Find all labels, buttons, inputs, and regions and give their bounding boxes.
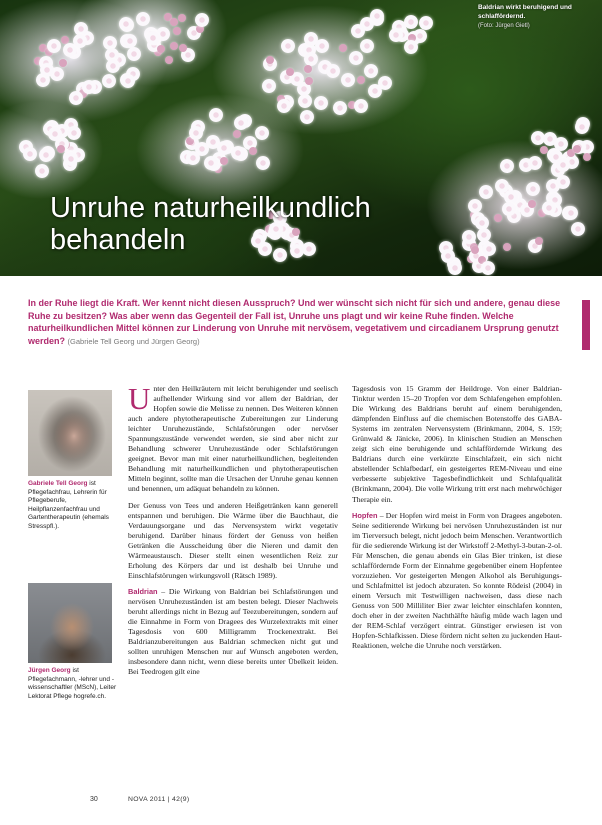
flower-blossom: [39, 148, 53, 162]
flower-blossom: [389, 28, 403, 42]
flower-blossom: [217, 141, 231, 155]
flower-blossom: [23, 147, 37, 161]
flower-blossom: [528, 156, 542, 170]
author-name: Gabriele Tell Georg: [28, 480, 88, 487]
flower-blossom: [482, 242, 496, 256]
flower-blossom: [404, 40, 418, 54]
flower-blossom: [360, 39, 374, 53]
lead-author-names: Gabriele Tell Georg und Jürgen Georg: [70, 336, 198, 346]
flower-blossom: [314, 96, 328, 110]
flower-bud: [178, 14, 186, 22]
flower-blossom: [189, 126, 203, 140]
body-paragraph: Tagesdosis von 15 Gramm der Heildroge. Von einer Baldrian-Tinktur werden 15–20 Tropfen vor dem Schlafengehen empfohlen. Die Wirkung des Baldrians beruht auf einem beruhigenden, dämpfenden Einfluss auf die chemischen Botenstoffe des GABA-Systems im zentralen Nervensystem (Brinkmann, 2004, S. 159; Grünwald & Jänicke, 2006). In klinischen Studien an Menschen zeigt sich eine beruhigende und schlaffördernde Wirkung des Baldrians durch eine verkürzte Einschlafzeit, ein sich nicht abstellender Schlafbedarf, ein gesteigertes REM-Niveau und eine verbesserte subjektive Tagesbefindlichkeit und Schlafqualität (Brinkmann, 2004). Die volle Wirkung tritt erst nach mehrwöchiger Therapie ein.: [352, 384, 562, 504]
author-bio-gabriele: [28, 480, 118, 532]
lead-author: (Gabriele Tell Georg und Jürgen Georg): [67, 336, 200, 346]
flower-blossom: [526, 182, 540, 196]
article-title: [50, 192, 371, 256]
flower-blossom: [349, 51, 363, 65]
flower-blossom: [146, 31, 160, 45]
flower-blossom: [106, 59, 120, 73]
flower-blossom: [73, 34, 87, 48]
flower-bud: [57, 145, 65, 153]
body-text: nter den Heilkräutern mit leicht beruhigender und seelisch aufhellender Wirkung sind vor allem der Baldrian, der Hopfen sowie die Melisse zu nennen. Des Weiteren können auch andere phytotherapeutische Zubereitungen zur Linderung leichter Unruhezustände, Schlafstörungen oder nervöser Spannungszustände verwendet werden, sie sind aber nicht zur Behandlung schwerer Unruhezustände oder Schlafstörungen geeignet. Bevor man mit einer naturheilkundlichen, begleitenden Behandlung mit naturheilkundlichen und phytotherapeutischen Mitteln beginnt, sollte man die Ursachen der Unruhe genau kennen und benennen, um adäquat behandeln zu können.: [128, 384, 338, 494]
flower-bud: [170, 18, 178, 26]
body-text: – Die Wirkung von Baldrian bei Schlafstörungen und nervösen Unruhezuständen ist am besten belegt. Dieser Nachweis beruht allerdings nicht in Bezug auf Teezubereitungen, sondern auf die Einnahme in Form von Dragees des Wurzelextrakts mit einer Tagesdosis von 600 Milligramm Trockenextrakt. Bei Baldrianzubereitungen aus Baldrian schmecken nicht gut und sollten unruhigen Menschen nur auf Wunsch angeboten werden, insbesondere dann nicht, wenn diese bereits unter Übelkeit leiden. Bei Teedrogen gilt eine: [128, 586, 338, 677]
flower-blossom: [35, 164, 49, 178]
flower-blossom: [404, 15, 418, 29]
flower-bud: [528, 200, 536, 208]
author-bio-text: ist Pflegefachfrau, Lehrerin für Pflegeberufe, Heilpflanzenfachfrau und Gartentherapeutin (ehemals Stresspfl.).: [28, 480, 109, 530]
article-title-line-2: behandeln: [50, 224, 186, 256]
flower-blossom: [468, 199, 482, 213]
flower-bud: [535, 237, 543, 245]
flower-blossom: [281, 39, 295, 53]
flower-blossom: [209, 108, 223, 122]
flower-bud: [59, 59, 67, 67]
flower-blossom: [102, 74, 116, 88]
flower-blossom: [262, 79, 276, 93]
subheading-hopfen: Hopfen: [352, 510, 378, 520]
flower-blossom: [127, 47, 141, 61]
flower-bud: [304, 65, 312, 73]
flower-blossom: [364, 64, 378, 78]
flower-blossom: [341, 73, 355, 87]
flower-blossom: [123, 34, 137, 48]
folio: NOVA 2011 | 42(9): [128, 796, 190, 803]
flower-blossom: [481, 261, 495, 275]
flower-blossom: [300, 110, 314, 124]
flower-bud: [471, 246, 479, 254]
flower-blossom: [298, 94, 312, 108]
body-column-2: [352, 384, 562, 657]
flower-blossom: [448, 261, 462, 275]
drop-cap: U: [128, 381, 151, 416]
flower-bud: [540, 146, 548, 154]
flower-blossom: [277, 99, 291, 113]
flower-blossom: [556, 158, 570, 172]
flower-bud: [165, 56, 173, 64]
flower-blossom: [256, 156, 270, 170]
flower-blossom: [121, 74, 135, 88]
article-title-line-1: Unruhe naturheilkundlich: [50, 192, 371, 224]
flower-blossom: [441, 249, 455, 263]
hero-photo: [0, 0, 602, 276]
flower-bud: [249, 147, 257, 155]
page-number: 30: [90, 796, 98, 803]
author-name: Jürgen Georg: [28, 667, 71, 674]
flower-blossom: [479, 185, 493, 199]
body-paragraph: [128, 587, 338, 677]
flower-blossom: [304, 52, 318, 66]
flower-blossom: [231, 146, 245, 160]
flower-blossom: [136, 12, 150, 26]
flower-blossom: [119, 17, 133, 31]
flower-bud: [357, 76, 365, 84]
flower-blossom: [542, 201, 556, 215]
body-paragraph: Der Genuss von Tees und anderen Heißgetränken kann generell entspannen und beruhigen. Die Wärme über die Bauchhaut, die Verdauungsorgane und das Nervensystem wirkt vegetativ beruhigend. Darüber hinaus fördert der Genuss von heißen Getränken die Ausscheidung über die Nieren und damit den Wärmeaustausch. Dieser stellt einen wesentlichen Reiz zur Erholung des Körpers dar und ist deshalb bei Unruhe und Einschlafstörungen wirkungsvoll (Rätsch 1989).: [128, 500, 338, 580]
lead-paragraph: [28, 297, 574, 348]
flower-bud: [305, 77, 313, 85]
flower-bud: [339, 44, 347, 52]
flower-blossom: [315, 39, 329, 53]
flower-blossom: [234, 116, 248, 130]
body-column-1: [128, 381, 338, 683]
photo-caption: Baldrian wirkt beruhigend und schlaffördernd.: [478, 4, 572, 20]
flower-blossom: [575, 120, 589, 134]
flower-blossom: [195, 13, 209, 27]
flower-blossom: [571, 222, 585, 236]
flower-blossom: [186, 151, 200, 165]
author-photo-gabriele: [28, 390, 112, 476]
flower-blossom: [326, 64, 340, 78]
flower-blossom: [500, 159, 514, 173]
flower-bud: [494, 214, 502, 222]
body-text: – Der Hopfen wird meist in Form von Dragees angeboten. Seine seditierende Wirkung bei nervösen Unruhezuständen ist nur im Tierversuch belegt, nicht jedoch beim Menschen. Verantwortlich für die sedierende Wirkung ist der Wirkstoff 2-Methyl-3-butan-2-ol. Für Menschen, die genau abends ein Glas Bier trinken, ist diese schlaffördernde Form der Einnahme gegebenüber einem Hopfentee vorzuziehen. Vor gesteigerten Mengen Alkohol als Beruhigungs- und Schlafmittel ist jedoch abzuraten. So konnte Rödeisl (2004) in einem Versuch mit Testwilligen nachweisen, dass diese nach Genuss von 500 Milliliter Bier zwar leichter einschlafen konnten, doch eher in der zweiten Nachthälfte häufig müde wach lagen und der REM-Schlaf verzögert eintrat. Günstiger erwiesen ist von Hopfen-Schlafkissen. Diese fördern nicht selten zu juckenden Haut-Reaktionen, welche die Unruhe noch verstärken.: [352, 510, 562, 651]
flower-blossom: [64, 152, 78, 166]
flower-blossom: [351, 24, 365, 38]
body-paragraph: [352, 511, 562, 652]
author-bio-juergen: [28, 667, 118, 701]
author-photo-juergen: [28, 583, 112, 663]
flower-bud: [503, 243, 511, 251]
flower-blossom: [204, 156, 218, 170]
flower-bud: [286, 68, 294, 76]
flower-bud: [573, 145, 581, 153]
flower-blossom: [564, 206, 578, 220]
flower-blossom: [354, 99, 368, 113]
flower-blossom: [333, 101, 347, 115]
flower-bud: [583, 153, 591, 161]
flower-blossom: [368, 84, 382, 98]
flower-blossom: [67, 126, 81, 140]
accent-bar: [582, 300, 590, 350]
flower-bud: [157, 45, 165, 53]
flower-bud: [170, 42, 178, 50]
flower-blossom: [255, 126, 269, 140]
flower-blossom: [47, 39, 61, 53]
body-paragraph: [128, 381, 338, 495]
subheading-baldrian: Baldrian: [128, 586, 158, 596]
flower-blossom: [419, 16, 433, 30]
flower-blossom: [543, 132, 557, 146]
photo-credit: (Foto: Jürgen Gietl): [478, 23, 530, 29]
flower-blossom: [556, 175, 570, 189]
flower-bud: [173, 27, 181, 35]
flower-bud: [233, 130, 241, 138]
author-bio-text: ist Pflegefachmann, -lehrer und -wissenschaftler (MScN), Leiter Lektorat Pflege hogrefe.ch.: [28, 667, 117, 700]
flower-bud: [220, 157, 228, 165]
lead-text: In der Ruhe liegt die Kraft. Wer kennt nicht diesen Ausspruch? Und wer wünscht sich nicht für sich und andere, genau diese Ruhe zu besitzen? Was aber wenn das Gegenteil der Fall ist, Unruhe uns plagt und wir keine Ruhe finden. Welche naturheilkundlichen Mittel können zur Linderung von Unruhe mit nervösem, vegetativem und circadianem Ursprung genutzt werden?: [28, 298, 561, 346]
flower-blossom: [69, 91, 83, 105]
